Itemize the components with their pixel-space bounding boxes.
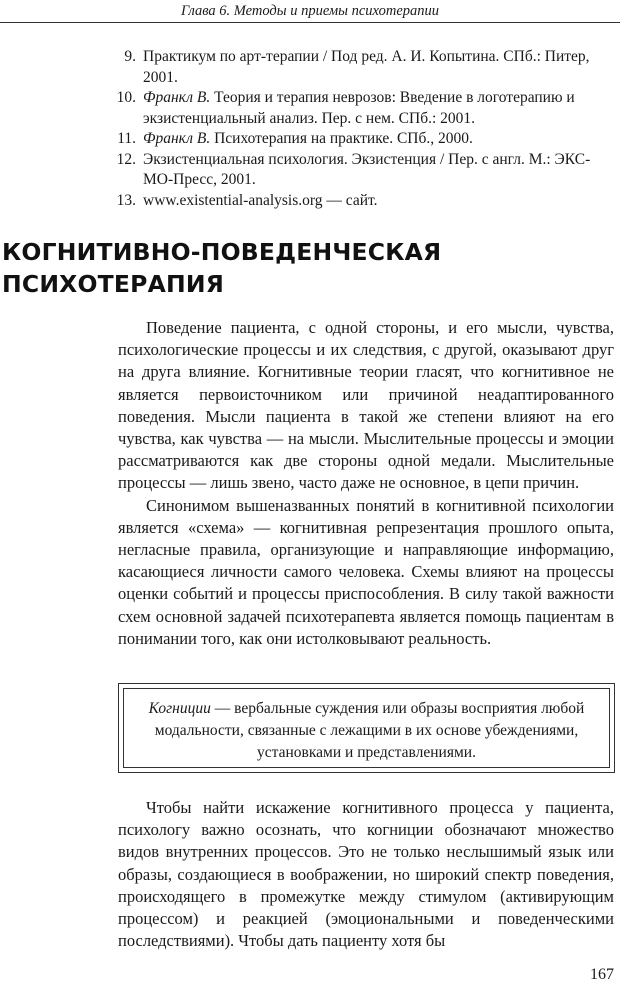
body-text-intro: [118, 317, 614, 650]
paragraph: Поведение пациента, с одной стороны, и его мысли, чувства, психологические процессы и их следствия, с другой, оказывают друг на друга влияние. Когнитивные теории гласят, что когнитивное не является первоисточником или причиной неадаптированного поведения. Мысли пациента в такой же степени влияют на его чувства, как чувства — на мысли. Мыслительные процессы и эмоции рассматриваются как две стороны одной медали. Мыслительные процессы — лишь звено, часто даже не основное, в цепи причин.: [118, 318, 614, 493]
section-title-line: КОГНИТИВНО-ПОВЕДЕНЧЕСКАЯ: [2, 238, 442, 266]
reference-item: [0, 88, 620, 129]
definition-text: — вербальные суждения или образы восприятия любой модальности, связанные с лежащими в их основе убеждениями, установками и представлениями.: [154, 700, 585, 761]
reference-item: [0, 47, 620, 88]
page-number: 167: [590, 966, 614, 983]
reference-text: Психотерапия на практике. СПб., 2000.: [210, 130, 473, 147]
reference-list: [0, 47, 620, 211]
reference-number: 12.: [116, 150, 136, 168]
definition-term: Когниции: [148, 700, 211, 717]
reference-text: Теория и терапия неврозов: Введение в логотерапию и экзистенциальный анализ. Пер. с нем. СПб.: 2001.: [143, 89, 575, 127]
reference-item: [0, 150, 620, 191]
section-title-line: ПСИХОТЕРАПИЯ: [2, 270, 225, 298]
reference-number: 11.: [117, 130, 136, 147]
reference-author: Франкл В.: [143, 130, 211, 147]
paragraph: Синонимом вышеназванных понятий в когнитивной психологии является «схема» — когнитивная репрезентация прошлого опыта, негласные правила, организующие и направляющие информацию, касающиеся личности самого человека. Схемы влияют на процессы оценки событий и процессы приспособления. В силу такой важности схем основной задачей психотерапевта является помощь пациентам в понимании того, как они истолковывают реальность.: [118, 495, 614, 648]
reference-number: 13.: [116, 191, 136, 209]
section-title: [2, 236, 441, 300]
paragraph: Чтобы найти искажение когнитивного процесса у пациента, психологу важно осознать, что когниции обозначают множество видов внутренних процессов. Это не только неслышимый язык или образы, создающиеся в воображении, но широкий спектр поведения, происходящего в промежутке между стимулом (активирующим процессом) и реакцией (эмоциональными и поведенческими последствиями). Чтобы дать пациенту хотя бы: [118, 798, 614, 951]
running-head: Глава 6. Методы и приемы психотерапии: [180, 3, 440, 19]
reference-text: www.existential-analysis.org — сайт.: [143, 191, 378, 209]
reference-number: 9.: [124, 48, 136, 65]
reference-item: [0, 191, 620, 212]
reference-author: Франкл В.: [143, 89, 211, 106]
reference-item: [0, 129, 620, 150]
reference-text: Экзистенциальная психология. Экзистенция / Пер. с англ. М.: ЭКС-МО-Пресс, 2001.: [143, 150, 591, 188]
definition-box: [118, 683, 615, 773]
reference-number: 10.: [116, 89, 136, 106]
body-text-continued: [118, 797, 614, 952]
header-rule: [0, 22, 620, 23]
reference-text: Практикум по арт-терапии / Под ред. А. И. Копытина. СПб.: Питер, 2001.: [143, 48, 590, 86]
definition-inner-frame: [123, 688, 610, 768]
